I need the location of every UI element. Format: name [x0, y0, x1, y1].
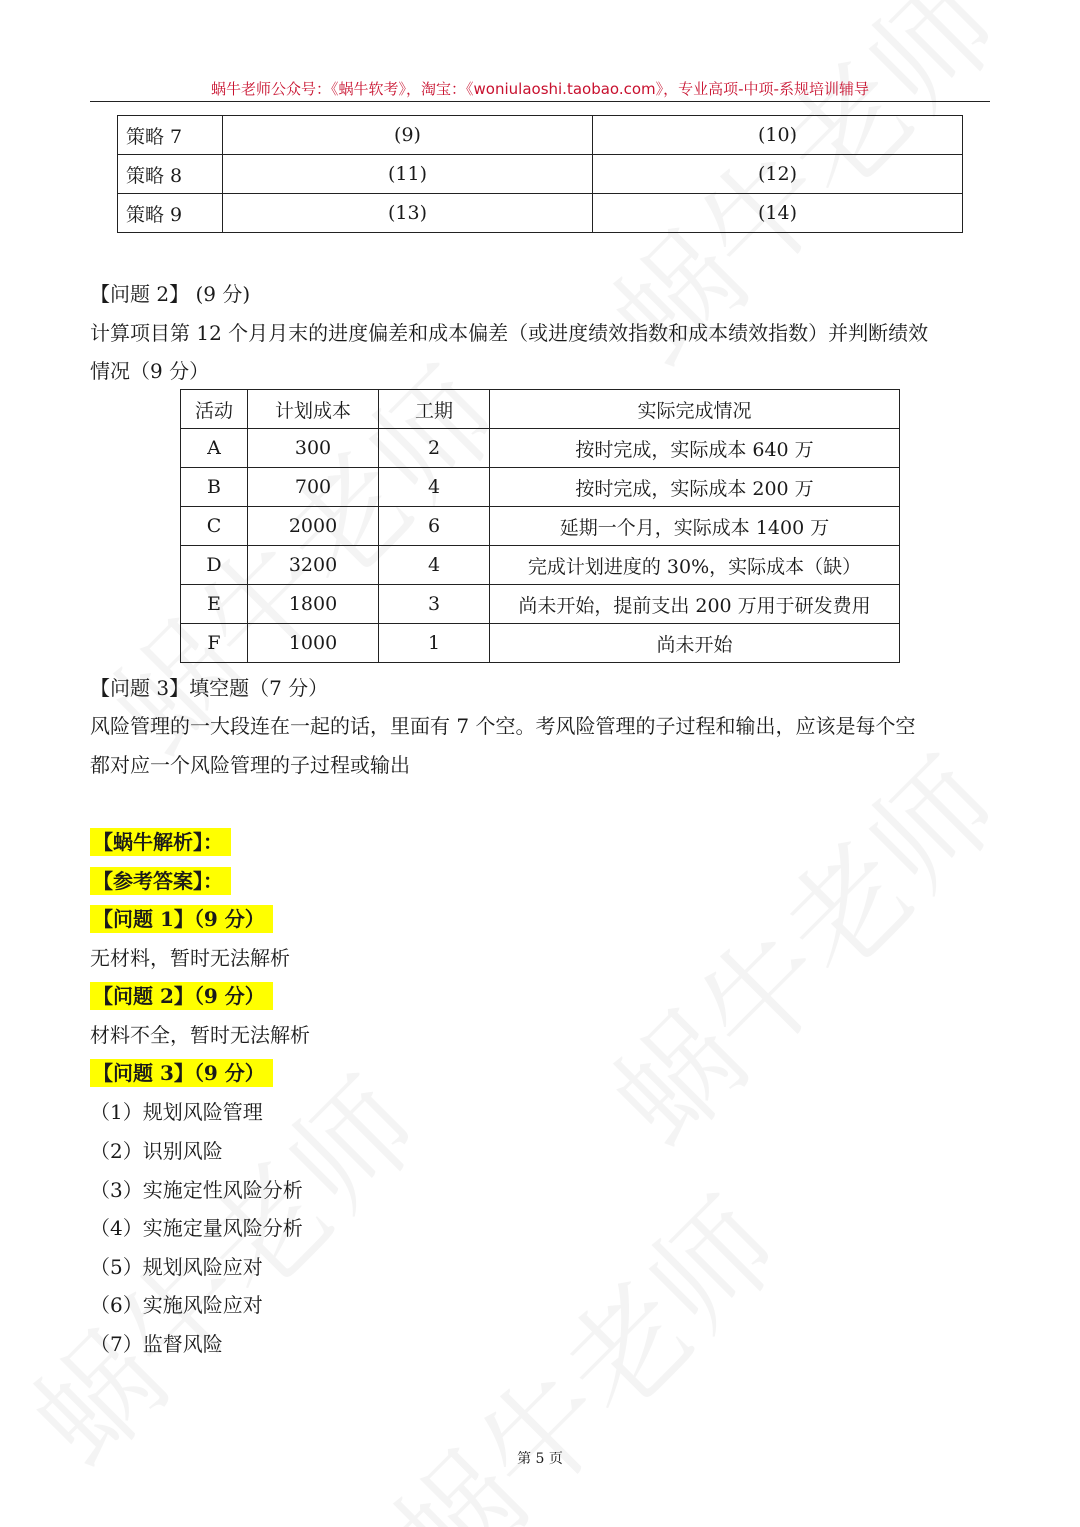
- table-row: [118, 155, 963, 194]
- list-item: （3）实施定性风险分析: [90, 1178, 303, 1202]
- table-cell: (9): [223, 116, 593, 155]
- table-cell: D: [181, 546, 248, 585]
- table-cell: 1800: [248, 585, 379, 624]
- table-cell: (10): [593, 116, 963, 155]
- table-cell: 4: [379, 468, 490, 507]
- table-header-row: [181, 390, 900, 429]
- question3-heading: 【问题 3】填空题（7 分）: [90, 676, 329, 700]
- table-row: [181, 624, 900, 663]
- list-item: （1）规划风险管理: [90, 1100, 263, 1124]
- list-item: （2）识别风险: [90, 1139, 223, 1163]
- question2-heading: 【问题 2】 (9 分): [90, 282, 251, 306]
- column-header: 工期: [379, 390, 490, 429]
- question2-text-line1: 计算项目第 12 个月月末的进度偏差和成本偏差（或进度绩效指数和成本绩效指数）并判断绩效: [90, 321, 929, 345]
- table-cell: 策略 9: [118, 194, 223, 233]
- table-cell: 完成计划进度的 30%，实际成本（缺）: [490, 546, 900, 585]
- table-row: [181, 468, 900, 507]
- table-row: [181, 546, 900, 585]
- table-cell: B: [181, 468, 248, 507]
- page-header: 蜗牛老师公众号：《蜗牛软考》，淘宝：《woniulaoshi.taobao.com》，专业高项-中项-系规培训辅导: [211, 80, 869, 98]
- table-cell: 1: [379, 624, 490, 663]
- table-cell: 3200: [248, 546, 379, 585]
- table-cell: (12): [593, 155, 963, 194]
- table-row: [118, 116, 963, 155]
- page-number: 第 5 页: [517, 1451, 563, 1467]
- list-item: （5）规划风险应对: [90, 1255, 263, 1279]
- table-cell: 3: [379, 585, 490, 624]
- column-header: 计划成本: [248, 390, 379, 429]
- table-row: [181, 585, 900, 624]
- table-cell: E: [181, 585, 248, 624]
- answer-q2-text: 材料不全，暂时无法解析: [90, 1023, 310, 1047]
- question2-text-line2: 情况（9 分）: [90, 359, 210, 383]
- watermark-text: [569, 715, 1030, 1176]
- table-cell: 4: [379, 546, 490, 585]
- table-cell: 6: [379, 507, 490, 546]
- question3-text-line2: 都对应一个风险管理的子过程或输出: [90, 753, 410, 777]
- header-divider: [90, 101, 990, 102]
- table-cell: A: [181, 429, 248, 468]
- table-cell: 1000: [248, 624, 379, 663]
- table-cell: 700: [248, 468, 379, 507]
- column-header: 实际完成情况: [490, 390, 900, 429]
- table-cell: 2000: [248, 507, 379, 546]
- answer-q1-heading: 【问题 1】（9 分）: [90, 905, 273, 933]
- table-cell: (14): [593, 194, 963, 233]
- answer-label: 【参考答案】：: [90, 867, 231, 895]
- table-cell: 策略 7: [118, 116, 223, 155]
- list-item: （6）实施风险应对: [90, 1293, 263, 1317]
- watermark-text: [349, 1155, 810, 1527]
- table-cell: 按时完成，实际成本 640 万: [490, 429, 900, 468]
- table-cell: 300: [248, 429, 379, 468]
- list-item: （7）监督风险: [90, 1332, 223, 1356]
- answer-q2-heading: 【问题 2】（9 分）: [90, 982, 273, 1010]
- table-row: [181, 507, 900, 546]
- answer-q3-heading: 【问题 3】（9 分）: [90, 1059, 273, 1087]
- column-header: 活动: [181, 390, 248, 429]
- strategy-table: [117, 115, 963, 233]
- answer-q1-text: 无材料，暂时无法解析: [90, 946, 290, 970]
- table-cell: 策略 8: [118, 155, 223, 194]
- table-cell: 按时完成，实际成本 200 万: [490, 468, 900, 507]
- question3-text-line1: 风险管理的一大段连在一起的话，里面有 7 个空。考风险管理的子过程和输出，应该是每个空: [90, 714, 916, 738]
- table-cell: F: [181, 624, 248, 663]
- table-cell: (13): [223, 194, 593, 233]
- table-cell: 延期一个月，实际成本 1400 万: [490, 507, 900, 546]
- table-cell: 尚未开始，提前支出 200 万用于研发费用: [490, 585, 900, 624]
- table-cell: C: [181, 507, 248, 546]
- table-cell: (11): [223, 155, 593, 194]
- table-row: [181, 429, 900, 468]
- activity-table: [180, 389, 900, 663]
- table-cell: 尚未开始: [490, 624, 900, 663]
- analysis-label: 【蜗牛解析】：: [90, 828, 231, 856]
- list-item: （4）实施定量风险分析: [90, 1216, 303, 1240]
- table-row: [118, 194, 963, 233]
- table-cell: 2: [379, 429, 490, 468]
